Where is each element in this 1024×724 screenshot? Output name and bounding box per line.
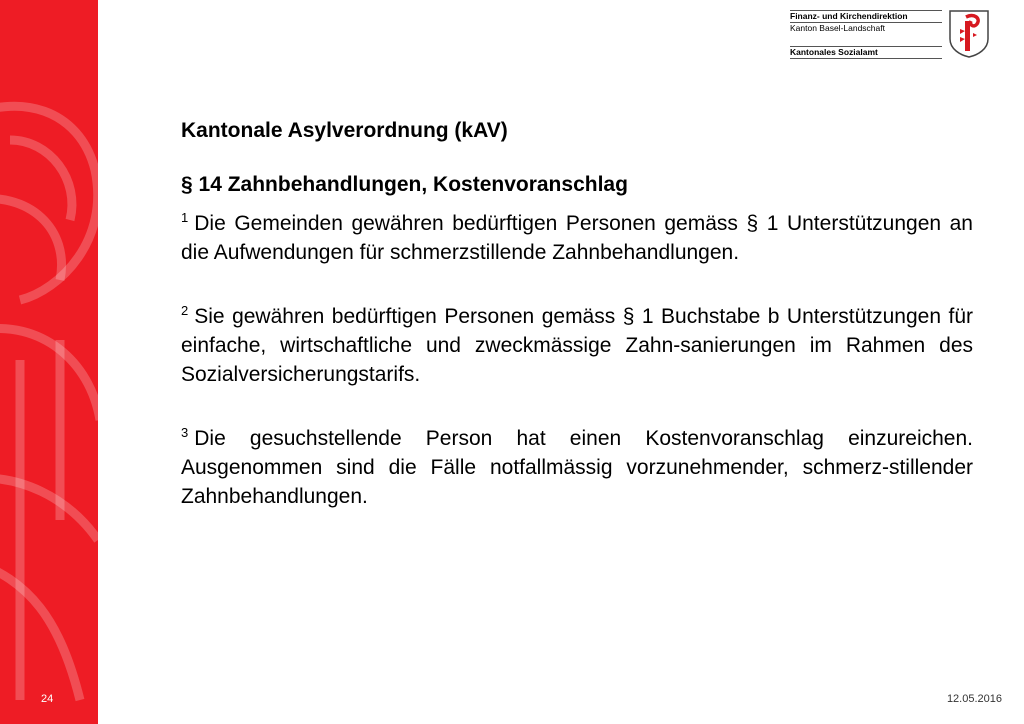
paragraph-text: Die Gemeinden gewähren bedürftigen Personen gemäss § 1 Unterstützungen an die Aufwendungen für schmerzstillende Zahnbehandlungen. — [181, 212, 973, 264]
slide-date: 12.05.2016 — [946, 693, 1002, 705]
canton-name: Kanton Basel-Landschaft — [790, 23, 885, 33]
paragraph-3 — [181, 418, 973, 511]
paragraph-text: Die gesuchstellende Person hat einen Kostenvoranschlag einzureichen. Ausgenommen sind die Fälle notfallmässig vorzunehmender, schmerz-stillender Zahnbehandlungen. — [181, 427, 973, 508]
basel-landschaft-crest-icon — [948, 9, 990, 59]
red-side-band — [0, 0, 98, 724]
department-name: Finanz- und Kirchendirektion — [790, 11, 908, 21]
paragraph-2 — [181, 296, 973, 389]
page-number: 24 — [41, 693, 54, 705]
office-name: Kantonales Sozialamt — [790, 47, 878, 57]
section-heading: § 14 Zahnbehandlungen, Kostenvoranschlag — [181, 173, 628, 196]
slide-title: Kantonale Asylverordnung (kAV) — [181, 119, 508, 142]
slide-content — [181, 118, 973, 511]
paragraph-1 — [181, 203, 973, 267]
letterhead — [790, 10, 942, 59]
paragraph-text: Sie gewähren bedürftigen Personen gemäss § 1 Buchstabe b Unterstützungen für einfache, wirtschaftliche und zweckmässige Zahn-sanierungen im Rahmen des Sozialversicherungstarifs. — [181, 305, 973, 386]
paragraph-number: 3 — [181, 425, 189, 440]
paragraph-number: 2 — [181, 303, 189, 318]
paragraph-number: 1 — [181, 210, 189, 225]
header-divider — [790, 58, 942, 59]
crest-watermark-icon — [0, 0, 98, 724]
